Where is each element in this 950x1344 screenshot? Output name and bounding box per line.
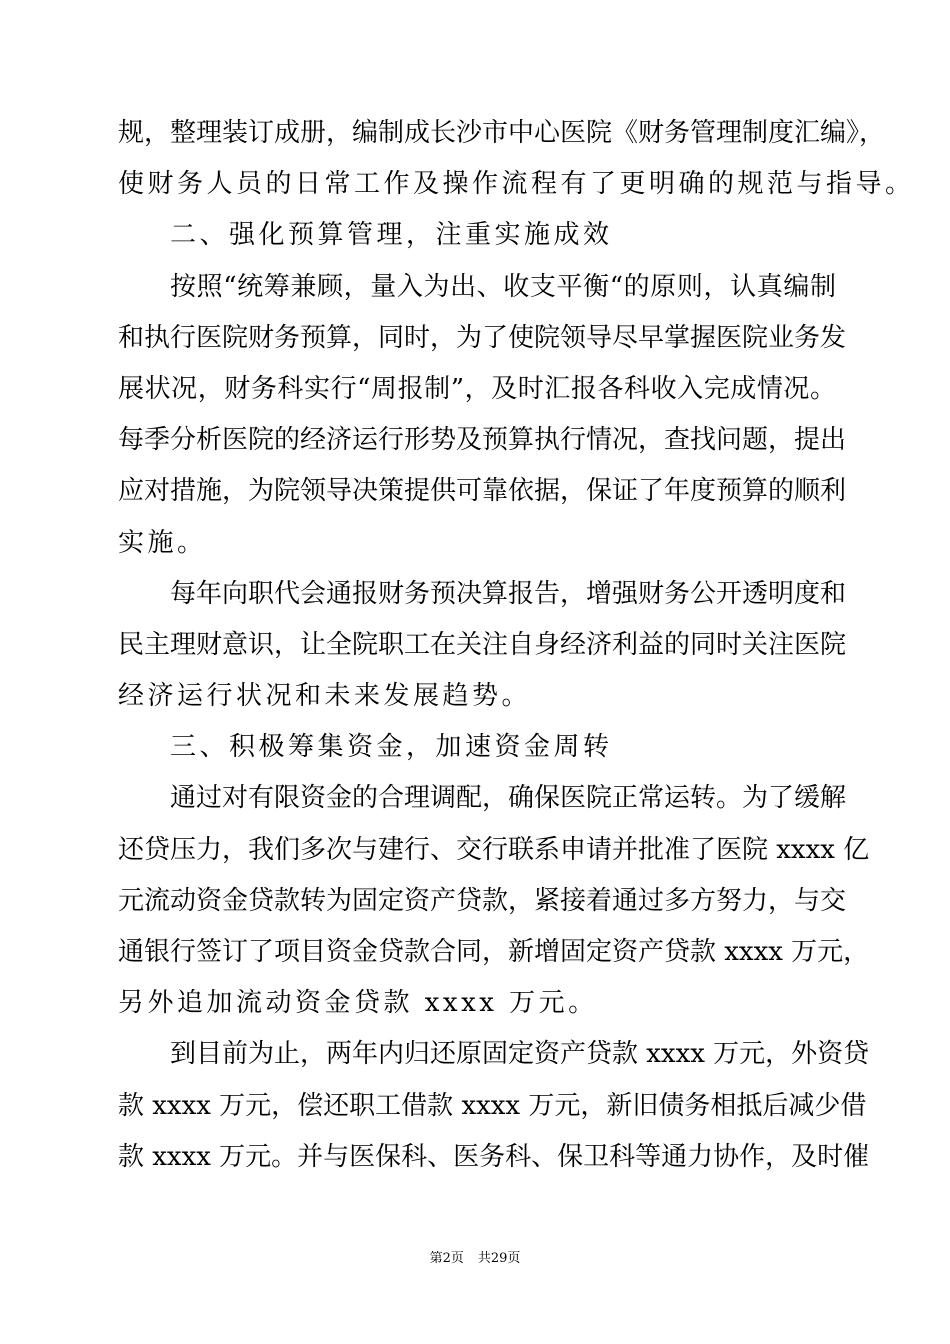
text-line: 实施。: [118, 527, 207, 558]
text-line: 民主理财意识，让全院职工在关注自身经济利益的同时关注医院: [118, 629, 847, 660]
text-line: 每年向职代会通报财务预决算报告，增强财务公开透明度和: [170, 578, 847, 609]
page-number-current: 第2页: [429, 1251, 464, 1266]
text-line: 经济运行状况和未来发展趋势。: [118, 681, 532, 712]
text-line: 还贷压力，我们多次与建行、交行联系申请并批准了医院 xxxx 亿: [118, 834, 870, 865]
text-line: 和执行医院财务预算，同时，为了使院领导尽早掌握医院业务发: [118, 322, 847, 353]
text-line: 使财务人员的日常工作及操作流程有了更明确的规范与指导。: [118, 169, 915, 200]
text-line: 款 xxxx 万元。并与医保科、医务科、保卫科等通力协作，及时催: [118, 1141, 870, 1172]
text-line: 规，整理装订成册，编制成长沙市中心医院《财务管理制度汇编》，: [118, 118, 886, 148]
section-heading: 三、积极筹集资金，加速资金周转: [170, 732, 613, 763]
text-line: 款 xxxx 万元，偿还职工借款 xxxx 万元，新旧债务相抵后减少借: [118, 1090, 867, 1121]
section-heading: 二、强化预算管理，注重实施成效: [170, 220, 613, 251]
page-number-total: 共29页: [477, 1251, 521, 1266]
page-footer: [0, 1247, 950, 1266]
text-line: 元流动资金贷款转为固定资产贷款，紧接着通过多方努力，与交: [118, 885, 847, 916]
text-line: 到目前为止，两年内归还原固定资产贷款 xxxx 万元，外资贷: [170, 1039, 870, 1070]
document-body: [118, 108, 915, 1183]
text-line: 另外追加流动资金贷款 xxxx 万元。: [118, 988, 598, 1019]
text-line: 通过对有限资金的合理调配，确保医院正常运转。为了缓解: [170, 783, 847, 814]
text-line: 应对措施，为院领导决策提供可靠依据，保证了年度预算的顺利: [118, 476, 847, 507]
text-line: 展状况，财务科实行“周报制”，及时汇报各科收入完成情况。: [118, 373, 836, 404]
text-line: 通银行签订了项目资金贷款合同，新增固定资产贷款 xxxx 万元，: [118, 937, 870, 967]
text-line: 每季分析医院的经济运行形势及预算执行情况，查找问题，提出: [118, 425, 847, 456]
text-line: 按照“统筹兼顾，量入为出、收支平衡“的原则，认真编制: [170, 271, 836, 302]
